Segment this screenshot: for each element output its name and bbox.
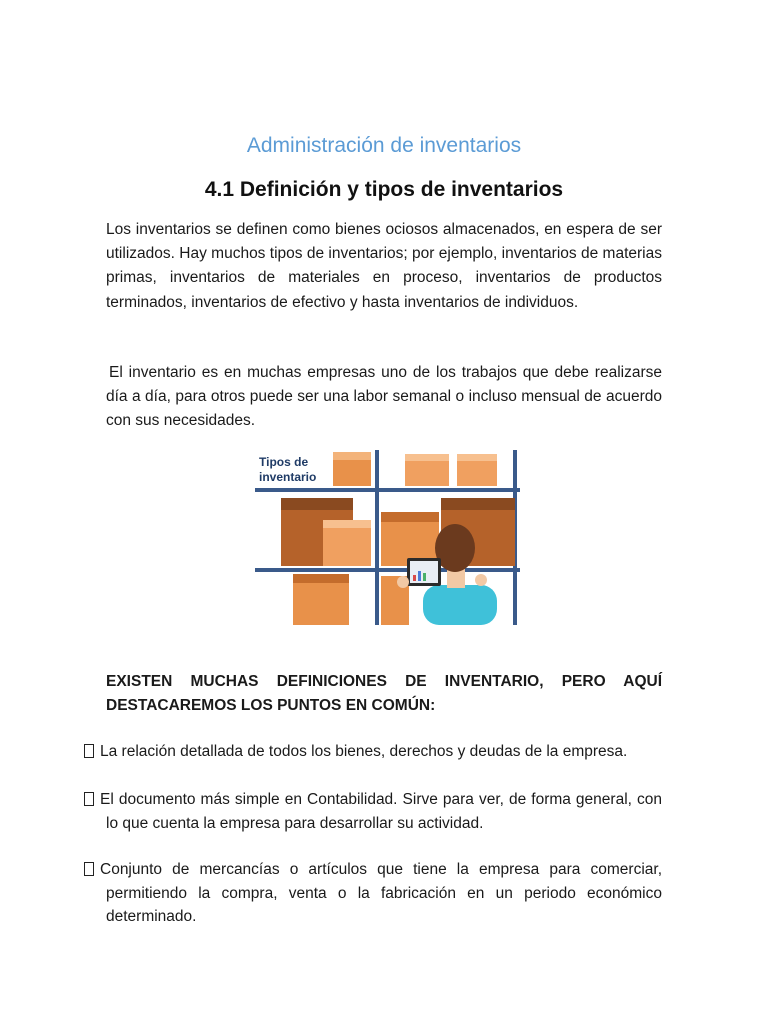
paragraph-frequency: El inventario es en muchas empresas uno de los trabajos que debe realizarse día a día, para otros puede ser una labor semanal o incluso mensual de acuerdo con sus necesidades. xyxy=(106,364,662,430)
illustration-caption-line1: Tipos de xyxy=(259,455,309,469)
warehouse-shelves-worker-illustration xyxy=(255,450,520,625)
paragraph-definition: Los inventarios se definen como bienes ociosos almacenados, en espera de ser utilizados. Hay muchos tipos de inventarios; por ejemplo, inventarios de materias primas, inventarios de materiales en proceso, inventarios de productos terminados, inventarios de efectivo y hasta inventarios de individuos. xyxy=(106,221,662,311)
bullet-text: Conjunto de mercancías o artículos que tiene la empresa para comerciar, permitiendo la compra, venta o la fabricación en un periodo económico determinado. xyxy=(100,861,662,926)
section-heading: 4.1 Definición y tipos de inventarios xyxy=(204,178,564,201)
bullet-item xyxy=(84,858,662,929)
document-title: Administración de inventarios xyxy=(246,134,522,157)
bullet-item xyxy=(84,740,662,764)
bullet-square-icon xyxy=(84,792,94,806)
illustration-caption-line2: inventario xyxy=(259,470,317,484)
bullet-square-icon xyxy=(84,744,94,758)
bullet-text: El documento más simple en Contabilidad. Sirve para ver, de forma general, con lo que cuenta la empresa para desarrollar su actividad. xyxy=(100,791,662,832)
bullet-item xyxy=(84,788,662,835)
bullet-square-icon xyxy=(84,862,94,876)
definitions-heading: EXISTEN MUCHAS DEFINICIONES DE INVENTARIO, PERO AQUÍ DESTACAREMOS LOS PUNTOS EN COMÚN: xyxy=(106,673,662,714)
bullet-text: La relación detallada de todos los bienes, derechos y deudas de la empresa. xyxy=(100,743,628,760)
